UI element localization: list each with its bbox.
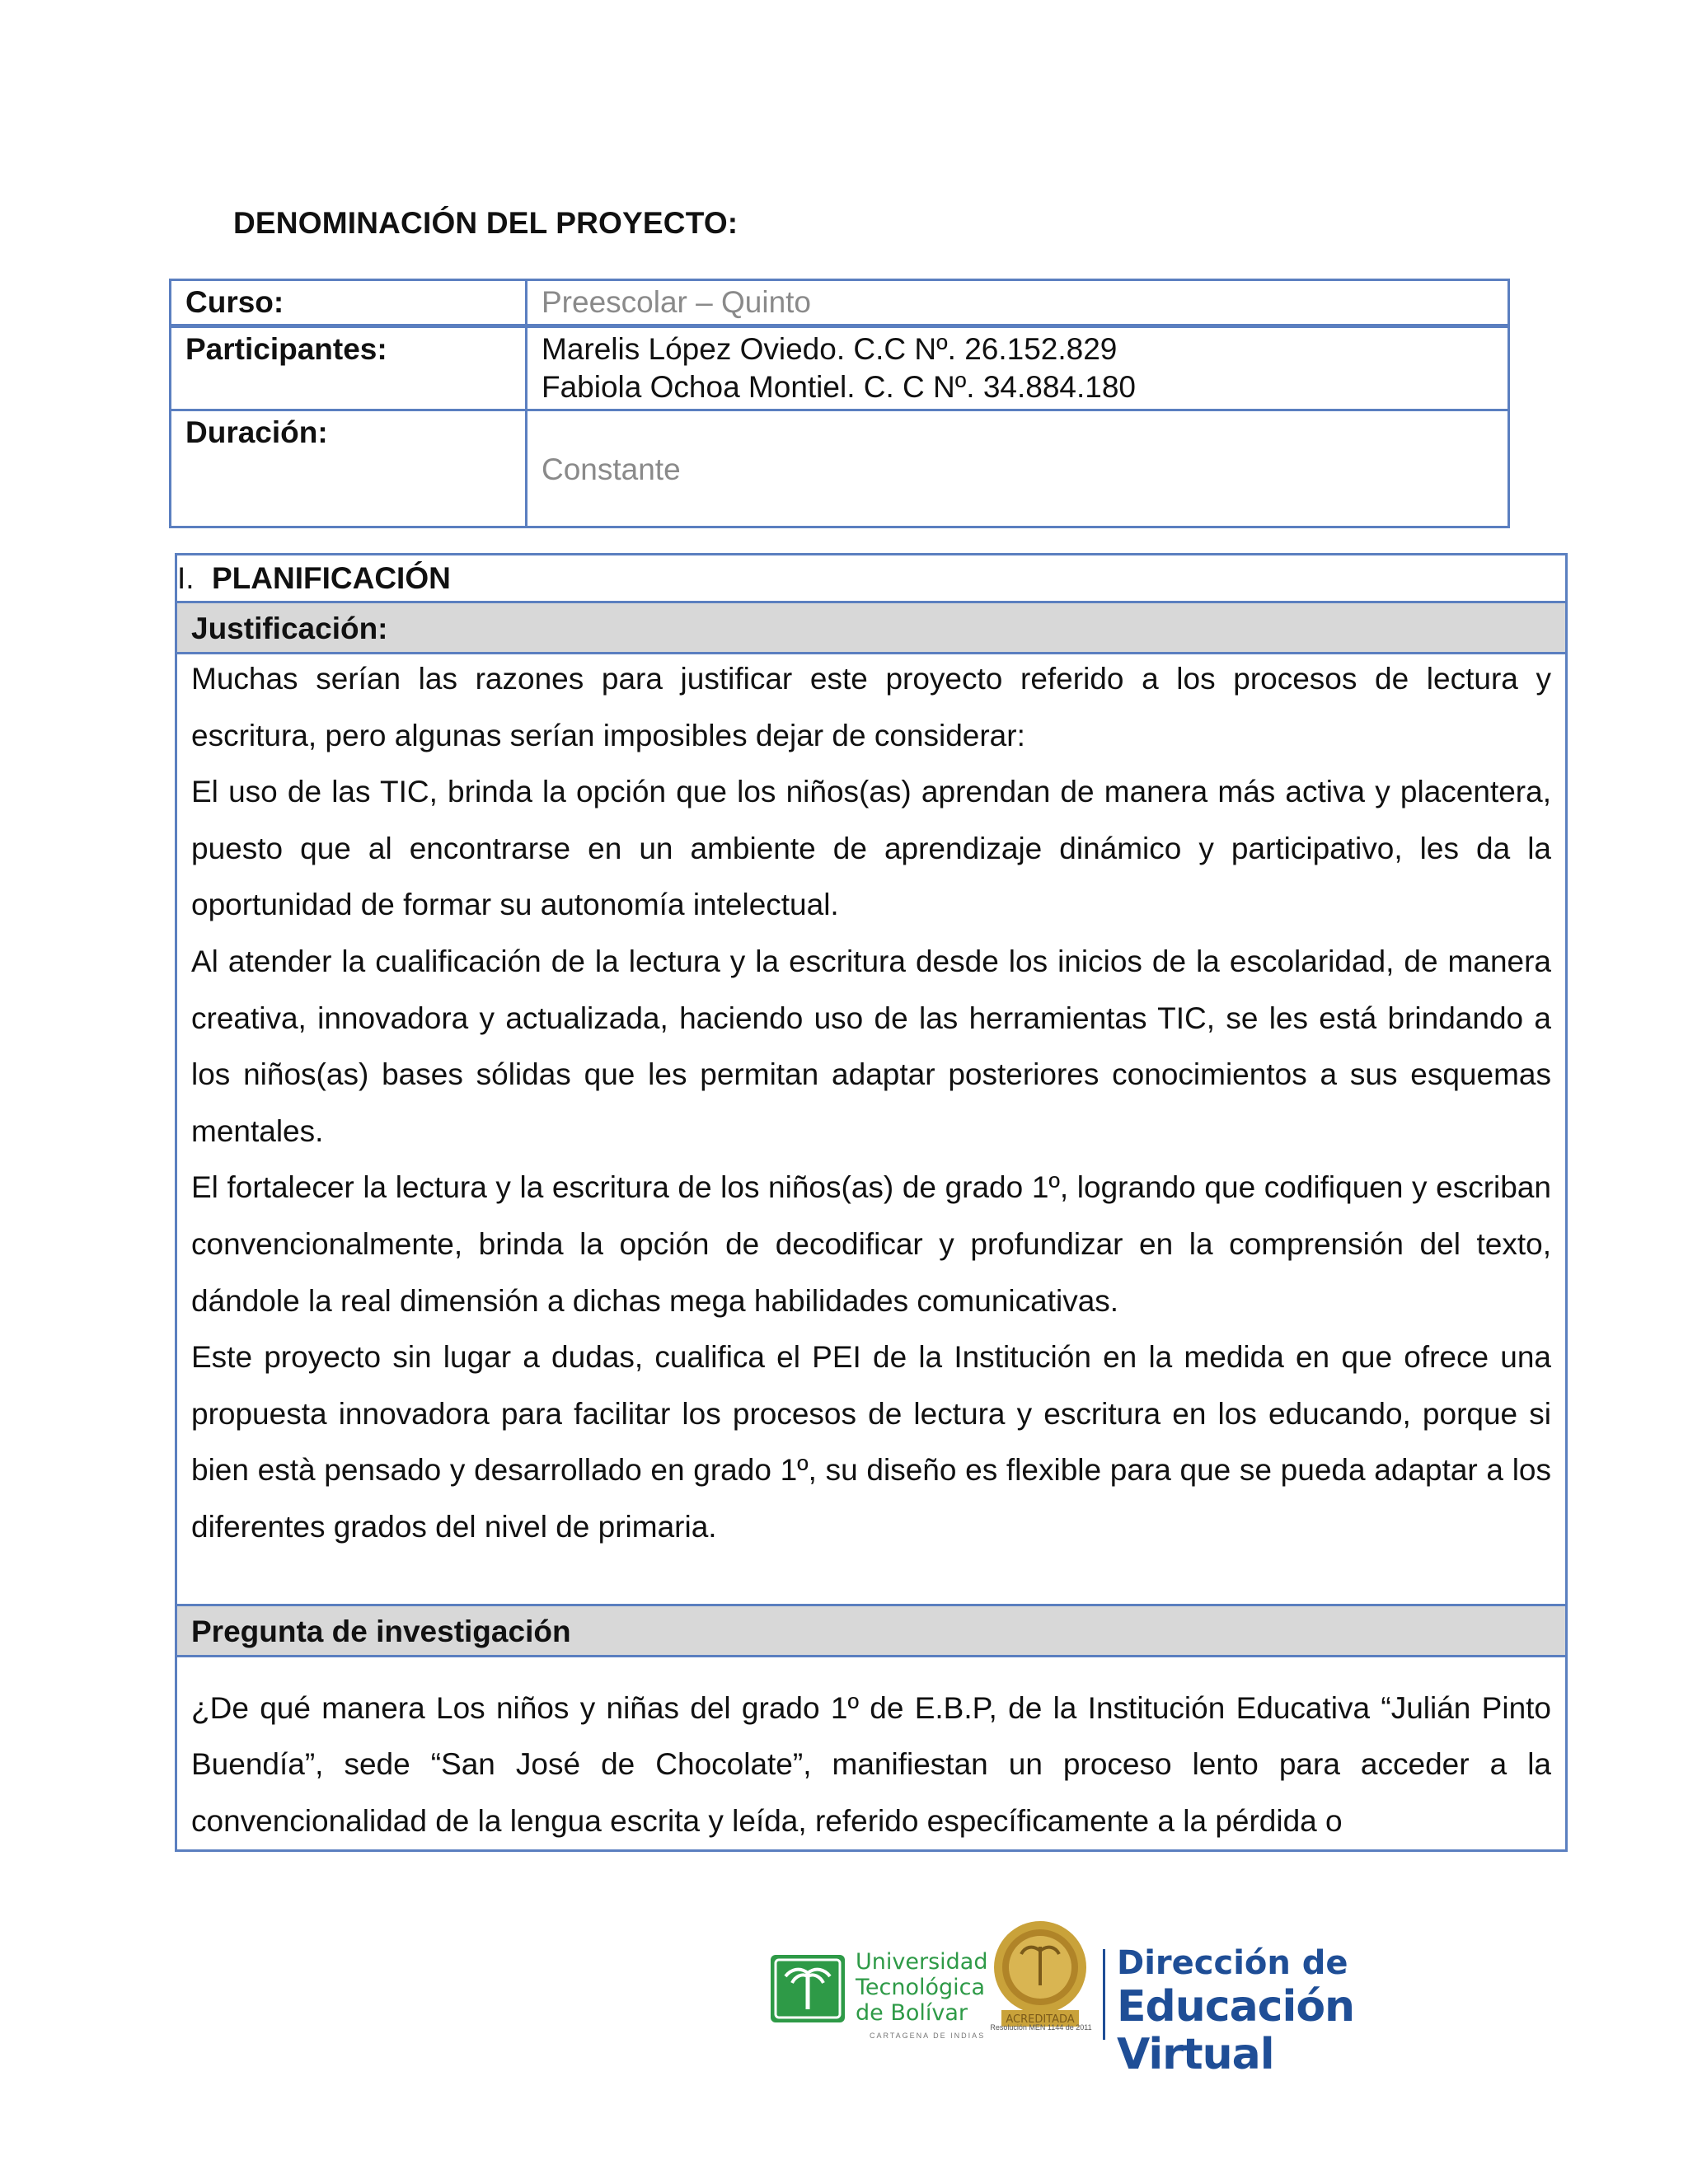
justificacion-paragraph: Muchas serían las razones para justificar este proyecto referido a los procesos de lectura y escritura, pero algunas serían imposibles dejar de considerar:: [191, 662, 1551, 752]
duracion-label: Duración:: [171, 410, 527, 527]
direccion-line-2: Educación Virtual: [1117, 1982, 1355, 2079]
planificacion-header: [177, 555, 1565, 603]
justificacion-heading: Justificación:: [177, 603, 1565, 654]
logo-separator: [1103, 1949, 1105, 2040]
planificacion-heading: PLANIFICACIÓN: [212, 561, 451, 595]
justificacion-paragraph: El fortalecer la lectura y la escritura de los niños(as) de grado 1º, logrando que codifiquen y escriban convencionalmente, brinda la opción de decodificar y profundizar en la comprensión del texto, dándole la real dimensión a dichas mega habilidades comunicativas.: [191, 1170, 1551, 1318]
utb-city: CARTAGENA DE INDIAS: [870, 2032, 986, 2040]
utb-logo-icon: [771, 1955, 845, 2022]
curso-value: Preescolar – Quinto: [527, 280, 1509, 326]
participantes-label: Participantes:: [171, 326, 527, 410]
utb-line-3: de Bolívar: [856, 2000, 968, 2026]
duracion-value: Constante: [527, 410, 1509, 527]
pregunta-body: [177, 1657, 1565, 1850]
justificacion-body: [177, 651, 1565, 1604]
info-row-curso: [171, 280, 1509, 326]
curso-label: Curso:: [171, 280, 527, 326]
participantes-value: [527, 326, 1509, 410]
seal-resolution: Resolución MEN 1144 de 2011: [990, 2023, 1092, 2032]
info-row-participantes: [171, 326, 1509, 410]
direccion-line-1: Dirección de: [1117, 1944, 1348, 1982]
section-number: I.: [177, 561, 195, 595]
info-row-duracion: [171, 410, 1509, 527]
footer-logos: [771, 1908, 1430, 2079]
justificacion-paragraph: El uso de las TIC, brinda la opción que los niños(as) aprendan de manera más activa y placentera, puesto que al encontrarse en un ambiente de aprendizaje dinámico y participativo, les da la oportunidad de formar su autonomía intelectual.: [191, 775, 1551, 922]
pregunta-heading: Pregunta de investigación: [177, 1604, 1565, 1657]
utb-line-1: Universidad: [856, 1949, 988, 1975]
planificacion-section: [175, 553, 1568, 1852]
participante-1: Marelis López Oviedo. C.C Nº. 26.152.829: [542, 332, 1118, 366]
pregunta-text: ¿De qué manera Los niños y niñas del grado 1º de E.B.P, de la Institución Educativa “Julián Pinto Buendía”, sede “San José de Chocolate”, manifiestan un proceso lento para acceder a la convencionalidad de la lengua escrita y leída, referido específicamente a la pérdida o: [191, 1690, 1551, 1838]
utb-line-2: Tecnológica: [856, 1975, 986, 2000]
page-title: DENOMINACIÓN DEL PROYECTO:: [233, 206, 738, 240]
project-info-table: [169, 279, 1510, 528]
participante-2: Fabiola Ochoa Montiel. C. C Nº. 34.884.180: [542, 370, 1137, 404]
justificacion-paragraph: Al atender la cualificación de la lectura y la escritura desde los inicios de la escolaridad, de manera creativa, innovadora y actualizada, haciendo uso de las herramientas TIC, se les está brindando a los niños(as) bases sólidas que les permitan adaptar posteriores conocimientos a sus esquemas mentales.: [191, 944, 1551, 1148]
justificacion-paragraph: Este proyecto sin lugar a dudas, cualifica el PEI de la Institución en la medida en que ofrece una propuesta innovadora para facilitar los procesos de lectura y escritura en los educando, porque si bien està pensado y desarrollado en grado 1º, su diseño es flexible para que se pueda adaptar a los diferentes grados del nivel de primaria.: [191, 1340, 1551, 1544]
seal-label: ACREDITADA: [1006, 2013, 1075, 2026]
